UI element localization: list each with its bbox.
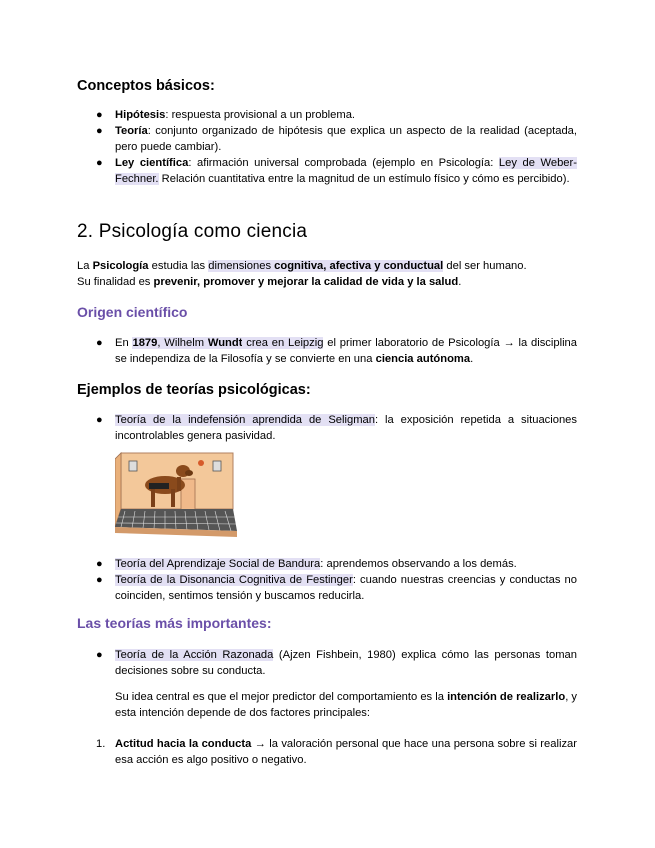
bullet: ● (96, 574, 103, 586)
intro-paragraph: La Psicología estudia las dimensiones cognitiva, afectiva y conductual del ser humano. Su finalidad es prevenir, promover y mejorar la calidad de vida y la salud. (77, 260, 527, 288)
ejemplos-heading: Ejemplos de teorías psicológicas: (77, 382, 311, 398)
bullet: ● (96, 337, 103, 349)
origen-heading: Origen científico (77, 304, 188, 320)
learned-helplessness-illustration (115, 447, 241, 539)
list-item: Teoría del Aprendizaje Social de Bandura: aprendemos observando a los demás. (115, 558, 517, 570)
list-item-paragraph: Su idea central es que el mejor predictor del comportamiento es la intención de realizarlo, y esta intención depende de dos factores principales: (115, 691, 578, 719)
list-item: Hipótesis: respuesta provisional a un problema. (115, 109, 356, 121)
bullet: ● (96, 414, 103, 426)
list-item: Ley científica: afirmación universal comprobada (ejemplo en Psicología: Ley de Weber-Fechner. Relación cuantitativa entre la magnitud de un estímulo físico y cómo es percibido). (115, 157, 577, 185)
bullet: ● (96, 109, 103, 121)
list-item: Teoría de la indefensión aprendida de Seligman: la exposición repetida a situaciones incontrolables genera pasividad. (115, 414, 578, 442)
bullet: ● (96, 125, 103, 137)
numbered-item: Actitud hacia la conducta → la valoración personal que hace una persona sobre si realizar esa acción es algo positivo o negativo. (115, 738, 577, 766)
list-item: Teoría de la Disonancia Cognitiva de Festinger: cuando nuestras creencias y conductas no coinciden, sentimos tensión y buscamos reducirla. (115, 574, 577, 602)
list-item: En 1879, Wilhelm Wundt crea en Leipzig el primer laboratorio de Psicología → la disciplina se independiza de la Filosofía y se convierte en una ciencia autónoma. (115, 337, 578, 365)
bullet: ● (96, 558, 103, 570)
list-item: Teoría: conjunto organizado de hipótesis que explica un aspecto de la realidad (aceptada, pero puede cambiar). (115, 125, 577, 153)
list-number: 1. (96, 738, 106, 750)
bullet: ● (96, 157, 103, 169)
section-title: 2. Psicología como ciencia (77, 221, 308, 242)
importantes-heading: Las teorías más importantes: (77, 615, 272, 631)
conceptos-heading: Conceptos básicos: (77, 78, 215, 94)
list-item: Teoría de la Acción Razonada (Ajzen Fishbein, 1980) explica cómo las personas toman decisiones sobre su conducta. (115, 649, 577, 677)
bullet: ● (96, 649, 103, 661)
